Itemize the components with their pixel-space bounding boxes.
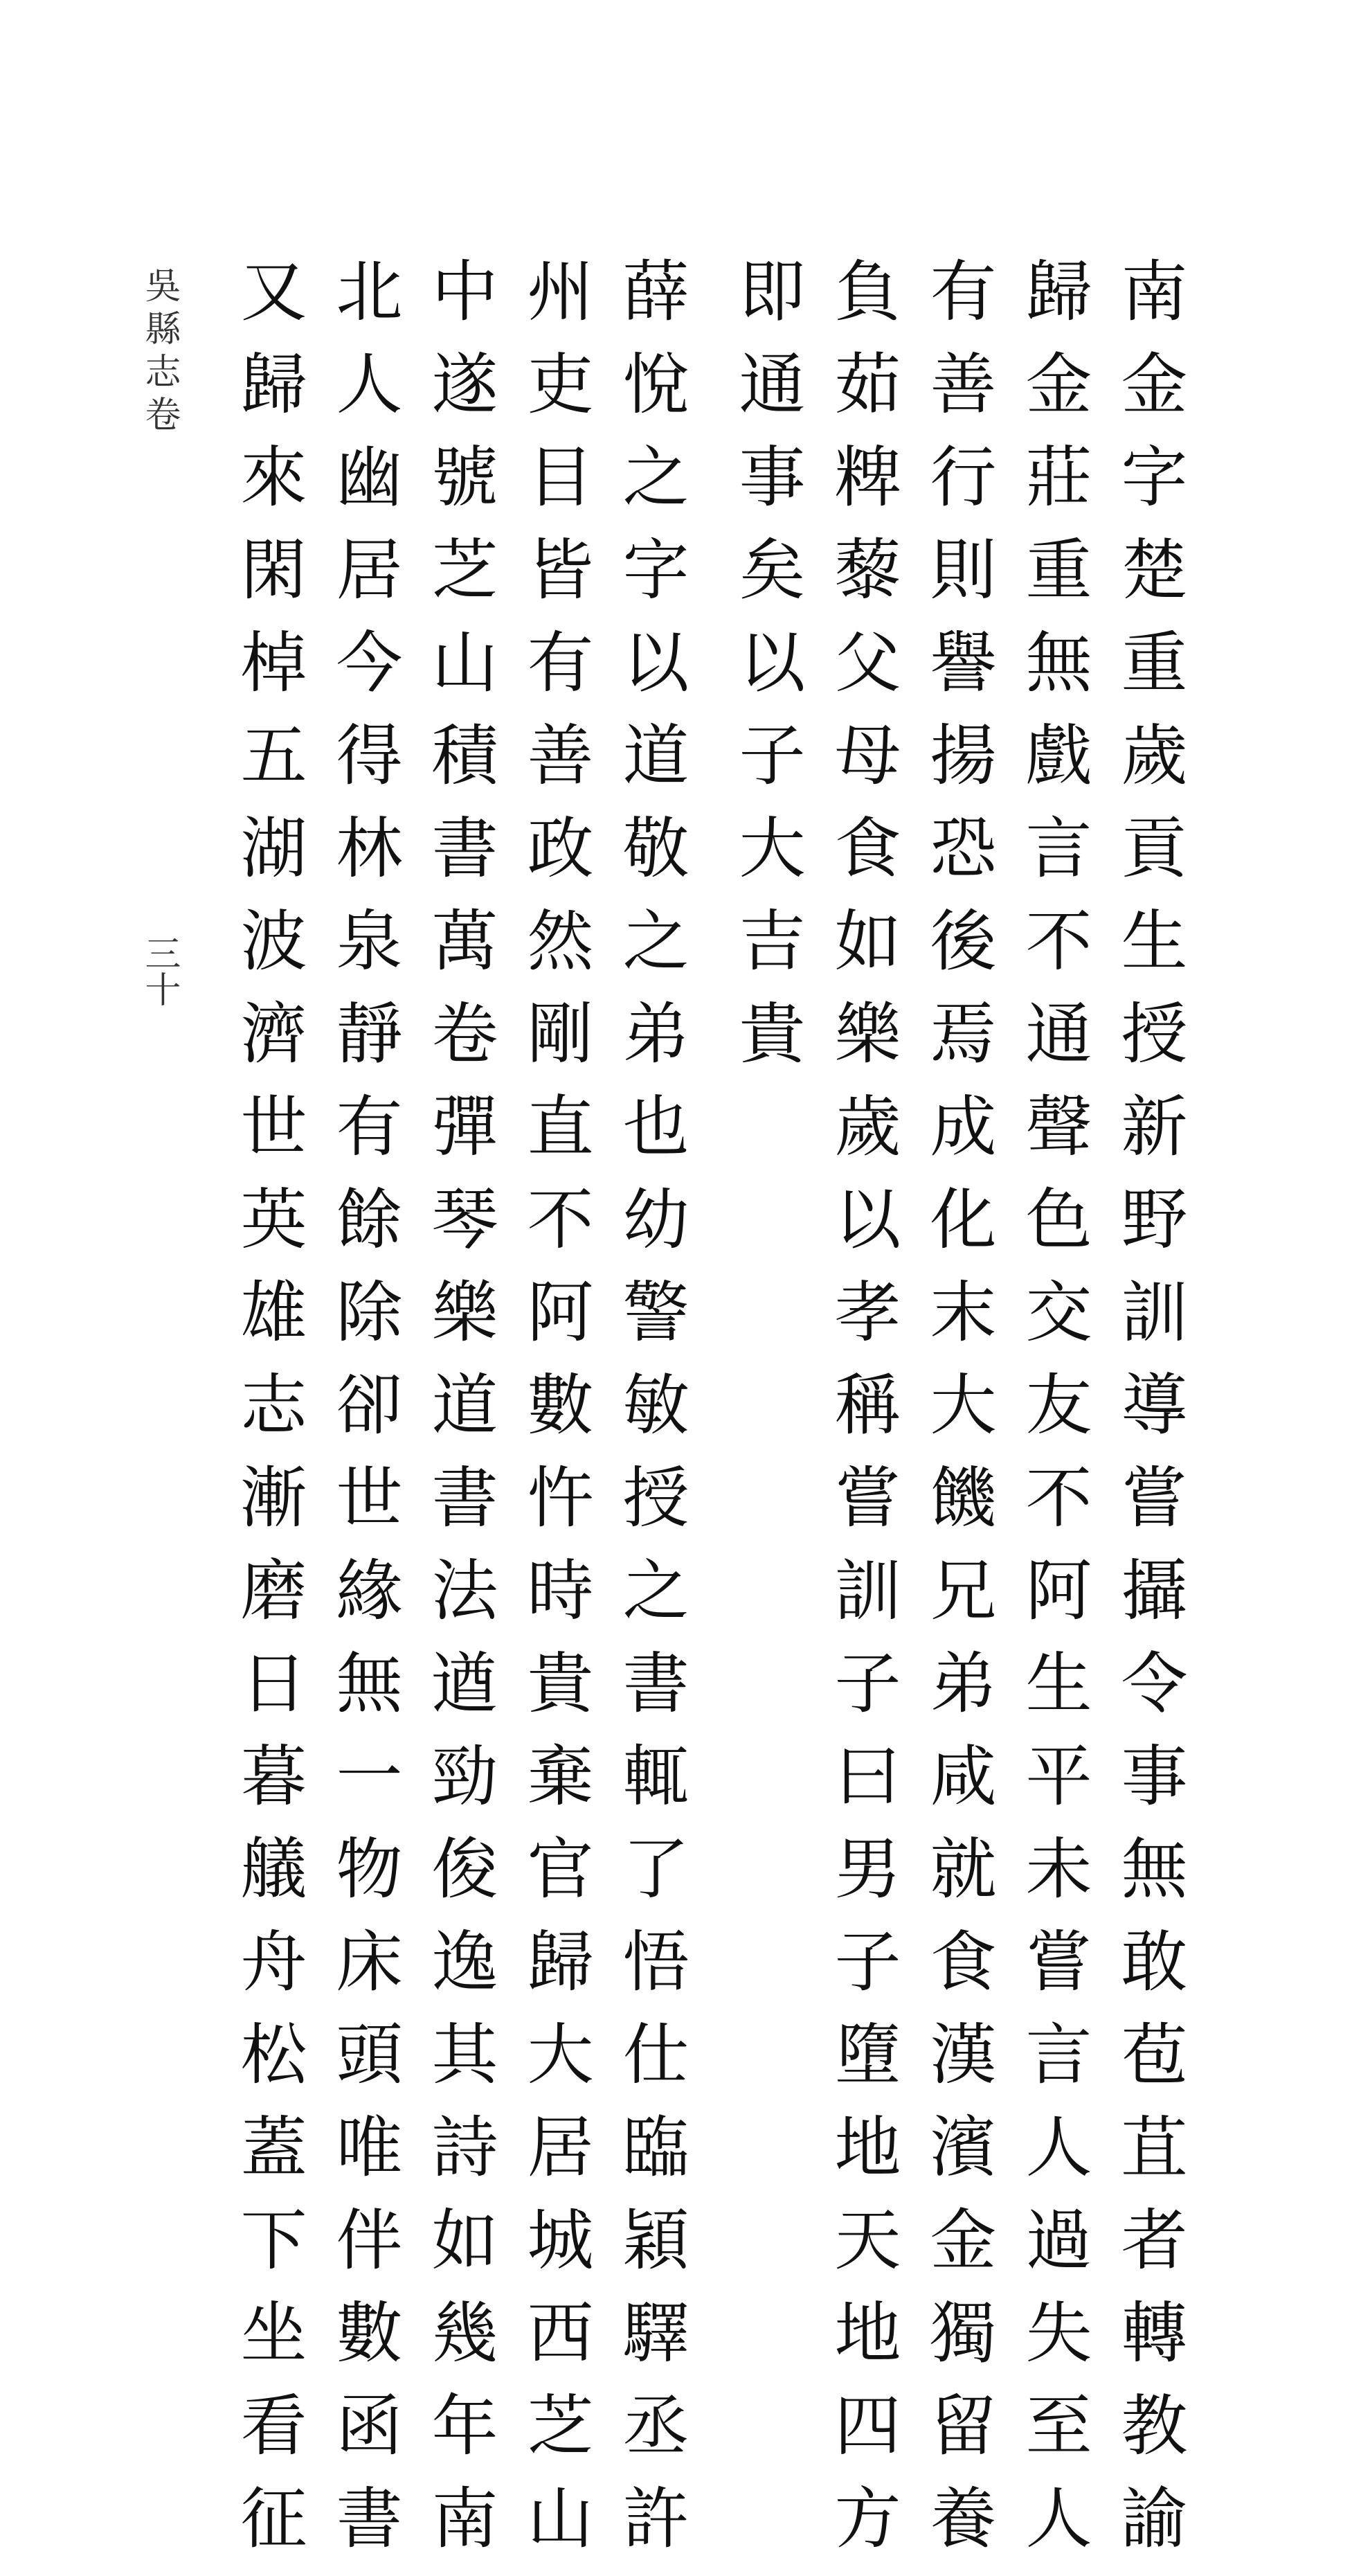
margin-title: 吳縣志卷: [138, 267, 180, 438]
text-column-5: 即通事矣以子大吉貴: [728, 256, 806, 1091]
text-column-10: 又歸來閑棹五湖波濟世英雄志漸磨日暮艤舟松蓋下坐看征: [230, 256, 307, 2576]
text-column-2: 歸金莊重無戲言不通聲色交友不阿生平未嘗言人過失至人: [1015, 256, 1092, 2576]
text-column-1: 南金字楚重歲貢生授新野訓導嘗攝令事無敢苞苴者轉教諭: [1110, 256, 1188, 2576]
text-column-3: 有善行則譽揚恐後焉成化末大饑兄弟咸就食漢濱金獨留養: [919, 256, 997, 2576]
text-column-9: 北人幽居今得林泉靜有餘除卻世緣無一物床頭唯伴數函書: [325, 256, 403, 2576]
text-column-8: 中遂號芝山積書萬卷彈琴樂道書法遒勁俊逸其詩如幾年南: [421, 256, 498, 2576]
text-column-4: 負茹粺藜父母食如樂歲以孝稱嘗訓子曰男子墮地天地四方: [824, 256, 901, 2576]
text-column-6: 薛悅之字以道敬之弟也幼警敏授之書輒了悟仕臨穎驛丞許: [612, 256, 689, 2576]
text-column-7: 州吏目皆有善政然剛直不阿數忤時貴棄官歸大居城西芝山: [516, 256, 594, 2576]
margin-page-number: 三十: [138, 935, 180, 1007]
